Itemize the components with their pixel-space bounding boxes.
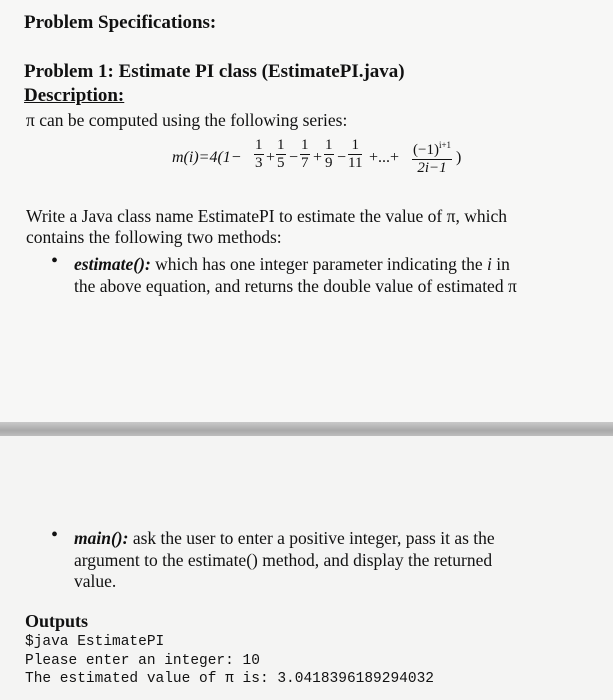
console-line: The estimated value of π is: 3.0418396189294032: [25, 671, 434, 687]
formula-fraction: $\frac{1}{5}$: [277, 137, 285, 171]
formula-fraction: $\frac{1}{11}$: [348, 137, 363, 171]
paragraph-line-1: Write a Java class name EstimatePI to estimate the value of π, which: [26, 206, 507, 226]
formula-operator: +...+: [369, 149, 400, 166]
bullet-estimate-line-2: the above equation, and returns the double value of estimated π: [74, 276, 517, 296]
formula-lhs: m(i)=4(1−: [172, 149, 242, 166]
bullet-main-line-3: value.: [74, 571, 117, 591]
formula-close-paren: ): [456, 149, 462, 166]
description-label: Description:: [24, 85, 125, 106]
page-divider-bar: [0, 422, 613, 436]
paragraph-line-2: contains the following two methods:: [26, 227, 282, 247]
formula-operator: +: [313, 149, 323, 166]
formula-fraction: $\frac{1}{7}$: [301, 137, 309, 171]
problem-title: Problem 1: Estimate PI class (EstimatePI.java): [24, 61, 405, 82]
formula-fraction: $\frac{1}{9}$: [325, 137, 333, 171]
console-line: $java EstimatePI: [25, 634, 165, 650]
bullet-main-line-1: main(): ask the user to enter a positive integer, pass it as the: [74, 528, 495, 548]
bullet-icon: •: [51, 250, 59, 272]
bullet-icon: •: [51, 524, 59, 546]
page-heading: Problem Specifications:: [24, 12, 217, 33]
formula-operator: −: [337, 149, 347, 166]
method-name-main: main():: [74, 528, 129, 548]
console-line: Please enter an integer: 10: [25, 653, 260, 669]
outputs-label: Outputs: [25, 611, 89, 631]
series-intro: π can be computed using the following series:: [26, 110, 348, 130]
formula-operator: −: [289, 149, 299, 166]
method-name-estimate: estimate():: [74, 254, 151, 274]
formula-fraction: $\frac{(-1)^{i+1}}{2i-1}$: [412, 137, 452, 177]
formula-fraction: $\frac{1}{3}$: [255, 137, 263, 171]
bullet-estimate-line-1: estimate(): which has one integer parameter indicating the i in: [74, 254, 510, 274]
formula-operator: +: [266, 149, 276, 166]
bullet-main-line-2: argument to the estimate() method, and display the returned: [74, 550, 493, 570]
